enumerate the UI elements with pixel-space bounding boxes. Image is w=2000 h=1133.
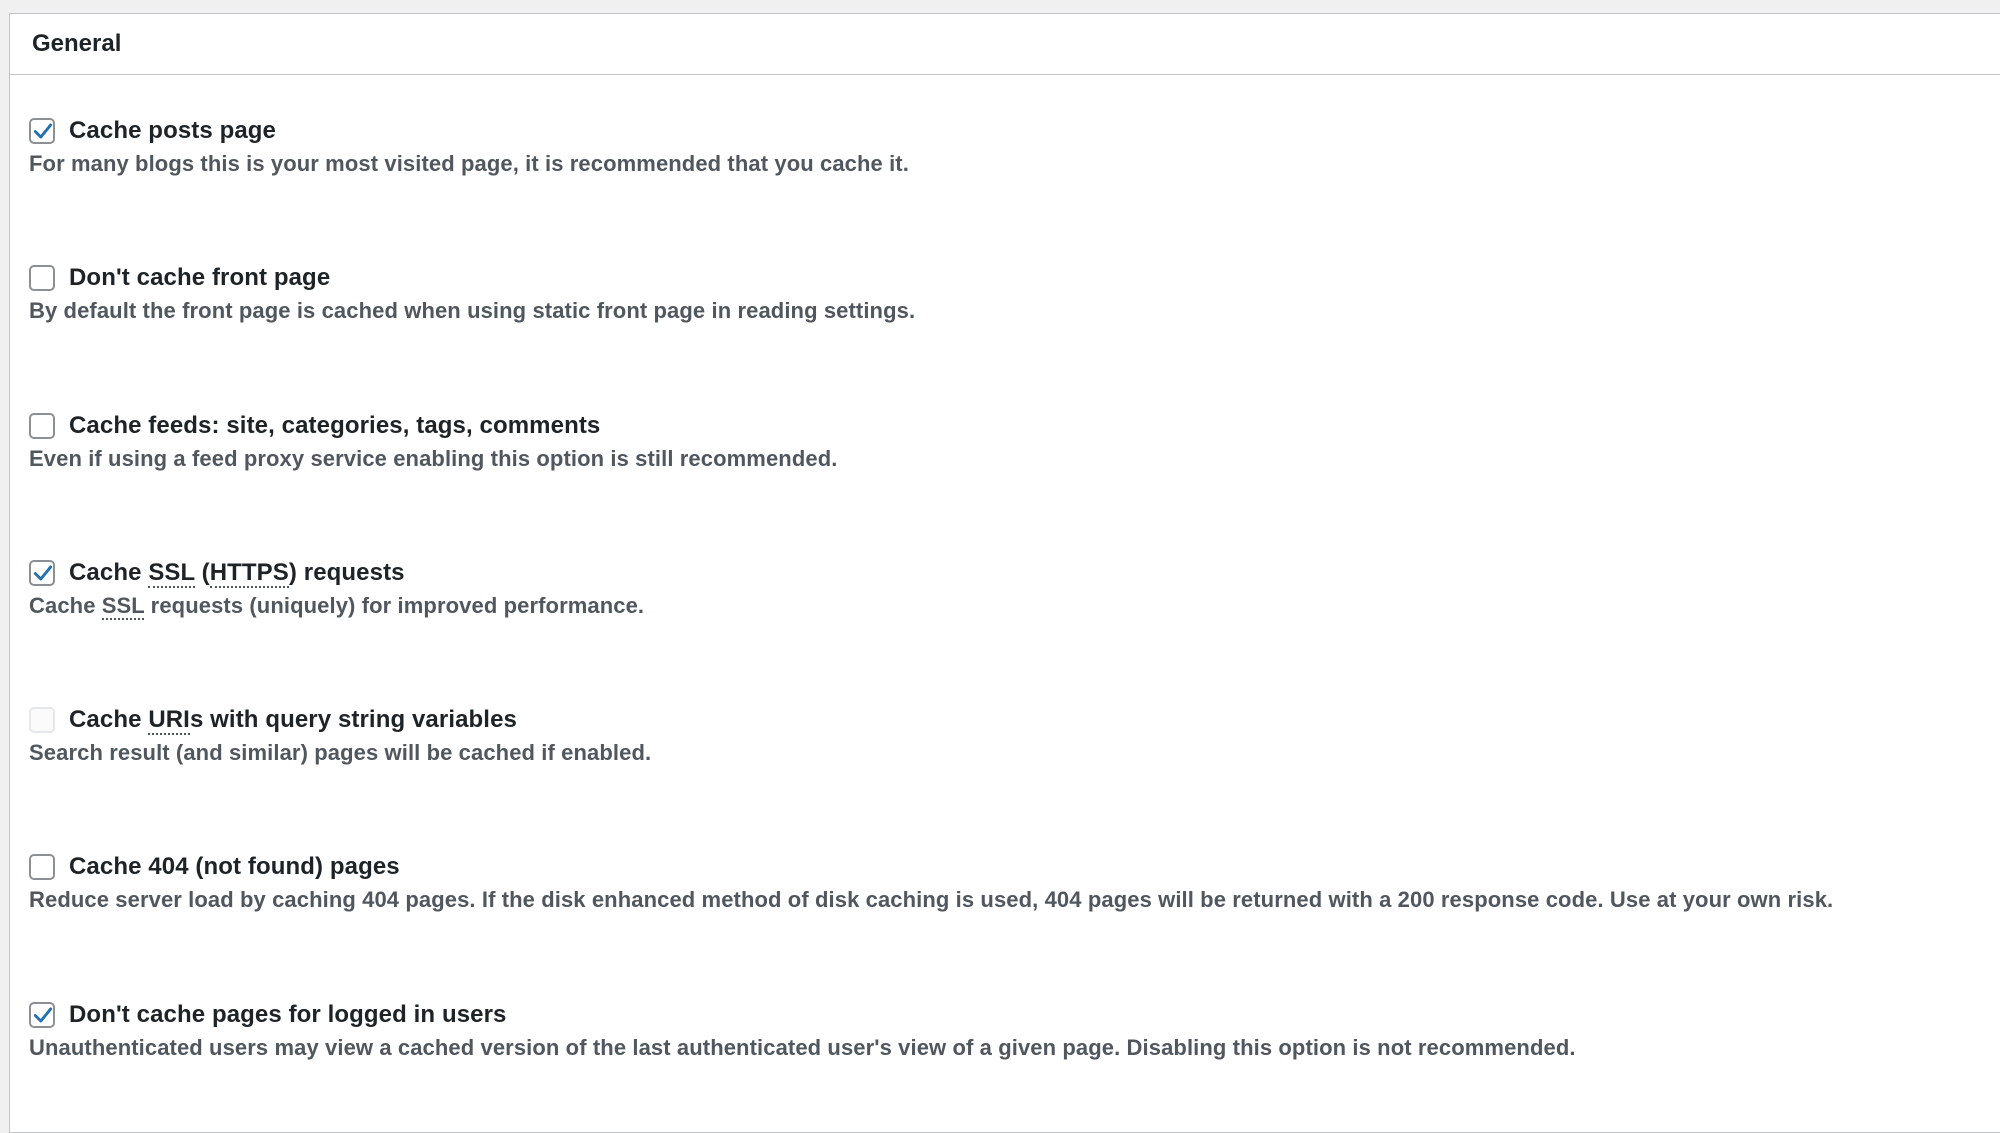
checkmark-icon — [32, 120, 54, 142]
option-cache-uris-query-string — [29, 704, 651, 784]
option-description: By default the front page is cached when using static front page in reading settings. — [29, 298, 916, 323]
uri-abbr: URI — [148, 706, 190, 733]
option-cache-posts-page — [29, 115, 909, 195]
option-description: Reduce server load by caching 404 pages. If the disk enhanced method of disk caching is used, 404 pages will be returned with a 200 response code. Use at your own risk. — [29, 887, 1834, 912]
option-label[interactable]: Don't cache pages for logged in users — [69, 1001, 507, 1028]
checkmark-icon — [32, 1004, 54, 1026]
checkmark-icon — [32, 562, 54, 584]
option-cache-ssl-requests — [29, 557, 644, 637]
cache-posts-page-checkbox[interactable] — [29, 118, 55, 144]
option-description: Unauthenticated users may view a cached version of the last authenticated user's view of a given page. Disabling this option is not recommended. — [29, 1035, 1576, 1060]
ssl-abbr: SSL — [148, 559, 195, 586]
option-cache-feeds — [29, 410, 837, 490]
option-dont-cache-front-page — [29, 262, 915, 342]
section-title: General — [32, 30, 122, 57]
dont-cache-front-page-checkbox[interactable] — [29, 265, 55, 291]
desc-text: requests (uniquely) for improved performance. — [144, 593, 645, 618]
cache-feeds-checkbox[interactable] — [29, 413, 55, 439]
label-text: s with query string variables — [189, 706, 517, 733]
cache-404-checkbox[interactable] — [29, 854, 55, 880]
ssl-abbr: SSL — [101, 593, 145, 618]
option-label[interactable] — [69, 706, 517, 734]
https-abbr: HTTPS — [209, 559, 289, 586]
option-description: Search result (and similar) pages will be cached if enabled. — [29, 740, 652, 765]
label-text: ) requests — [288, 559, 405, 586]
option-label[interactable] — [69, 559, 405, 587]
option-description: Even if using a feed proxy service enabling this option is still recommended. — [29, 446, 838, 471]
option-label[interactable]: Cache feeds: site, categories, tags, comments — [69, 412, 601, 439]
desc-text: Cache — [29, 593, 102, 618]
cache-uris-query-checkbox[interactable] — [29, 707, 55, 733]
option-label[interactable]: Don't cache front page — [69, 264, 331, 291]
option-label[interactable]: Cache 404 (not found) pages — [69, 853, 400, 880]
option-description — [29, 593, 644, 619]
option-label[interactable]: Cache posts page — [69, 117, 276, 144]
option-cache-404-pages — [29, 851, 1833, 931]
option-description: For many blogs this is your most visited page, it is recommended that you cache it. — [29, 151, 909, 176]
label-text: Cache — [69, 559, 149, 586]
panel-header — [10, 14, 2000, 75]
label-text: ( — [194, 559, 210, 586]
cache-ssl-checkbox[interactable] — [29, 560, 55, 586]
dont-cache-logged-in-checkbox[interactable] — [29, 1002, 55, 1028]
label-text: Cache — [69, 706, 149, 733]
settings-panel — [9, 13, 2000, 1133]
option-dont-cache-logged-in — [29, 999, 1576, 1079]
